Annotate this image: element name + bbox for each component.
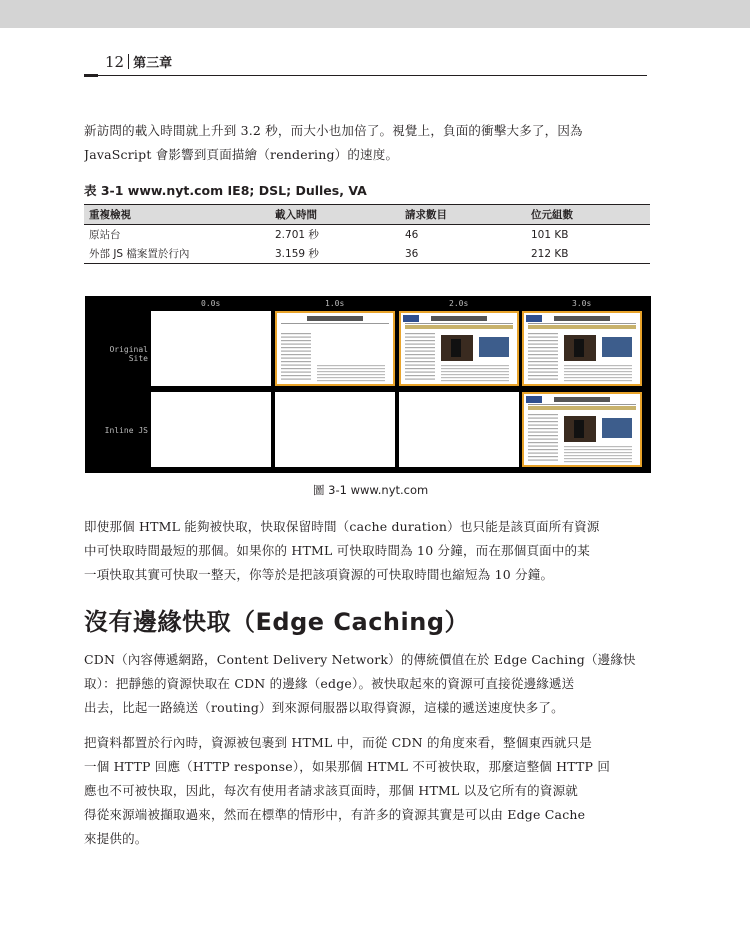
header-separator [128,54,129,69]
page-number: 12 [105,53,125,71]
time-label: 0.0s [201,299,221,308]
table-header-row [84,205,650,225]
row-label: Original Site [109,345,148,363]
section-heading: 沒有邊緣快取（Edge Caching） [84,608,469,636]
page-thumbnail [401,313,517,384]
filmstrip-frame [275,311,395,386]
filmstrip-frame [399,392,519,467]
table-cell: 外部 JS 檔案置於行內 [84,244,270,264]
figure-caption: 圖 3-1 www.nyt.com [313,483,429,497]
results-table [84,204,650,264]
paragraph-4 [84,731,650,851]
text-line: 取）：把靜態的資源快取在 CDN 的邊緣（edge）。被快取起來的資源可直接從邊緣遞送 [84,676,575,691]
table-cell: 原站台 [89,229,121,241]
table-cell: 3.159 秒 [270,244,400,264]
filmstrip-frame [522,392,642,467]
filmstrip-frame [522,311,642,386]
table-row [84,244,650,264]
text-line: 得從來源端被擷取過來，然而在標準的情形中，有許多的資源其實是可以由 Edge Cache [84,807,586,822]
text-line: JavaScript 會影響到頁面描繪（rendering）的速度。 [84,147,399,162]
column-header: 重複檢視 [84,205,270,225]
text-line: 出去，比起一路繞送（routing）到來源伺服器以取得資源，這樣的遞送速度快多了。 [84,700,564,715]
paragraph-1 [84,119,650,167]
time-label: 3.0s [572,299,592,308]
filmstrip-frame [151,311,271,386]
table-cell: 2.701 秒 [275,229,319,241]
filmstrip-frame [151,392,271,467]
text-line: 新訪問的載入時間就上升到 3.2 秒，而大小也加倍了。視覺上，負面的衝擊大多了，因為 [84,123,583,138]
column-header: 位元組數 [526,205,650,225]
table-cell: 212 KB [526,244,650,264]
paragraph-2 [84,515,650,587]
column-header: 載入時間 [270,205,400,225]
page-thumbnail [524,313,640,384]
header-rule [84,75,647,76]
table-row [84,225,650,245]
filmstrip-frame [399,311,519,386]
page-thumbnail [524,394,640,465]
text-line: 中可快取時間最短的那個。如果你的 HTML 可快取時間為 10 分鐘，而在那個頁面中的某 [84,543,590,558]
text-line: 應也不可被快取，因此，每次有使用者請求該頁面時，那個 HTML 以及它所有的資源就 [84,783,578,798]
text-line: 來提供的。 [84,831,148,846]
text-line: CDN（內容傳遞網路，Content Delivery Network）的傳統價值在於 Edge Caching（邊緣快 [84,652,636,667]
table-cell: 46 [405,228,419,241]
chapter-title: 第三章 [133,56,173,71]
table-cell: 36 [400,244,526,264]
column-header: 請求數目 [400,205,526,225]
top-margin-band [0,0,750,28]
text-line: 一項快取其實可快取一整天，你等於是把該項資源的可快取時間也縮短為 10 分鐘。 [84,567,554,582]
text-line: 一個 HTTP 回應（HTTP response），如果那個 HTML 不可被快取，那麼這整個 HTTP 回 [84,759,611,774]
time-label: 1.0s [325,299,345,308]
filmstrip-frame [275,392,395,467]
page-thumbnail [277,313,393,384]
table-cell: 101 KB [531,228,569,241]
filmstrip-figure [85,296,651,473]
table-caption: 表 3-1 www.nyt.com IE8; DSL; Dulles, VA [84,183,367,198]
text-line: 把資料都置於行內時，資源被包裹到 HTML 中，而從 CDN 的角度來看，整個東西就只是 [84,735,593,750]
running-header [105,52,172,71]
row-label: Inline JS [104,426,148,435]
header-rule-accent [84,74,98,77]
text-line: 即使那個 HTML 能夠被快取，快取保留時間（cache duration）也只能是該頁面所有資源 [84,519,600,534]
paragraph-3 [84,648,650,720]
time-label: 2.0s [449,299,469,308]
